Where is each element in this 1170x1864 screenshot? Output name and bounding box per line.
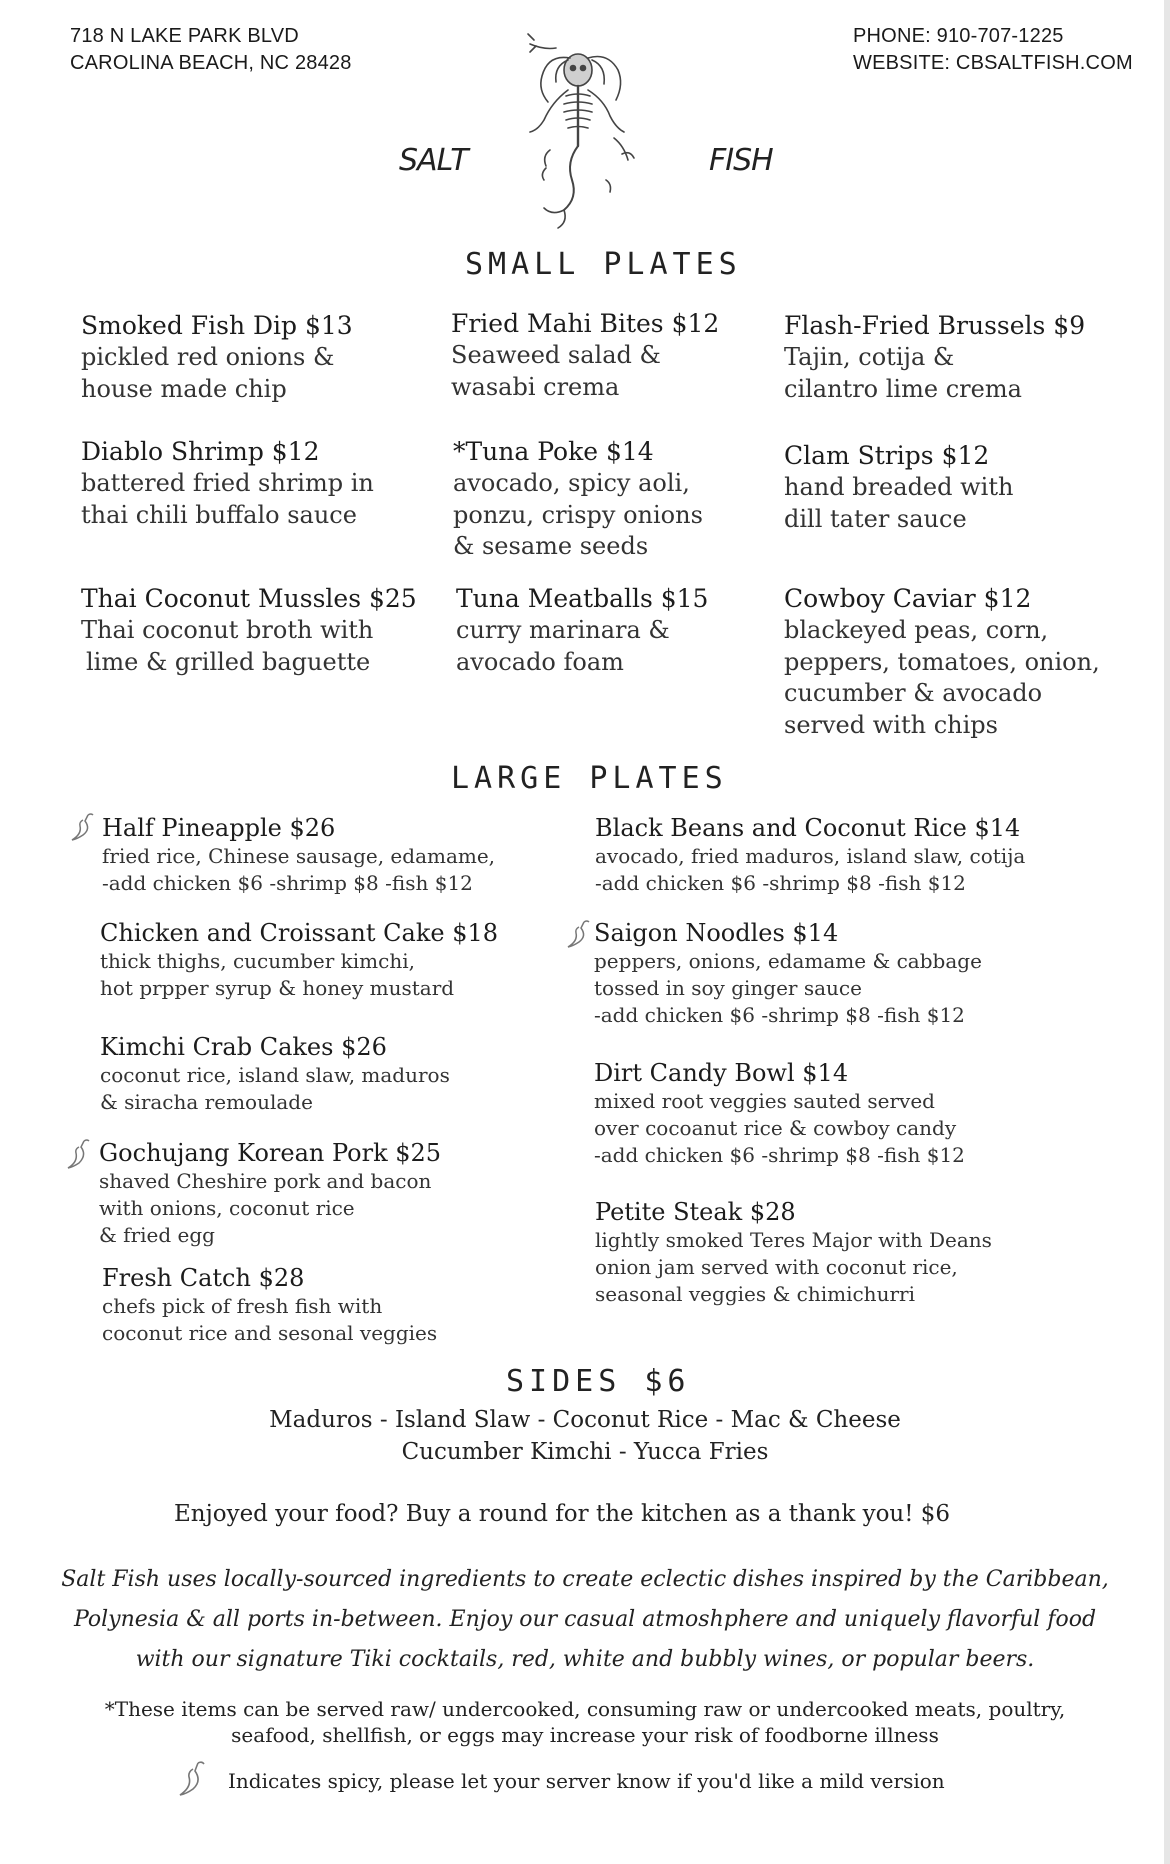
phone: PHONE: 910-707-1225 — [853, 25, 1064, 47]
menu-item — [81, 583, 417, 678]
item-desc: tossed in soy ginger sauce — [594, 976, 862, 1000]
item-desc: Seaweed salad & — [451, 341, 661, 369]
item-name: Fried Mahi Bites $12 — [451, 309, 720, 338]
menu-item — [451, 308, 719, 403]
item-name: Clam Strips $12 — [784, 441, 990, 470]
item-desc: -add chicken $6 -shrimp $8 -fish $12 — [594, 1003, 965, 1027]
item-name: Chicken and Croissant Cake $18 — [100, 919, 499, 947]
about-line-2: Polynesia & all ports in-between. Enjoy our casual atmoshphere and uniquely flavorful food — [73, 1607, 1097, 1632]
menu-item — [784, 310, 1085, 405]
item-desc: -add chicken $6 -shrimp $8 -fish $12 — [595, 871, 966, 895]
sides-title: SIDES $6 — [506, 1364, 691, 1399]
item-desc: lime & grilled baguette — [86, 647, 371, 676]
sides-line-2: Cucumber Kimchi - Yucca Fries — [401, 1439, 769, 1465]
kitchen-thanks: Enjoyed your food? Buy a round for the kitchen as a thank you! $6 — [174, 1501, 951, 1527]
item-name: Thai Coconut Mussles $25 — [81, 584, 417, 613]
item-name: Diablo Shrimp $12 — [81, 437, 320, 466]
item-name: Petite Steak $28 — [595, 1198, 796, 1226]
item-desc: pickled red onions & — [81, 343, 335, 371]
item-name: Flash-Fried Brussels $9 — [784, 311, 1086, 340]
item-name: Saigon Noodles $14 — [594, 919, 839, 947]
small-plates-title: SMALL PLATES — [465, 247, 742, 282]
menu-item — [784, 583, 1100, 741]
item-desc: ponzu, crispy onions — [453, 500, 703, 529]
menu-item — [102, 813, 495, 897]
item-desc: cilantro lime crema — [784, 374, 1022, 403]
item-name: Cowboy Caviar $12 — [784, 584, 1032, 613]
item-desc: coconut rice, island slaw, maduros — [100, 1063, 450, 1087]
menu-item — [784, 440, 1013, 535]
logo-salt: SALT — [399, 143, 468, 178]
item-name: Tuna Meatballs $15 — [456, 584, 709, 613]
item-desc: dill tater sauce — [784, 504, 967, 533]
about-line-1: Salt Fish uses locally-sourced ingredients to create eclectic dishes inspired by the Caribbean, — [61, 1567, 1109, 1592]
menu-item — [456, 583, 708, 678]
item-desc: hand breaded with — [784, 473, 1014, 501]
about-line-3: with our signature Tiki cocktails, red, white and bubbly wines, or popular beers. — [135, 1647, 1035, 1672]
logo-fish: FISH — [709, 143, 773, 178]
address-line-2: CAROLINA BEACH, NC 28428 — [70, 52, 352, 74]
item-desc: coconut rice and sesonal veggies — [102, 1321, 438, 1345]
item-desc: mixed root veggies sauted served — [594, 1089, 935, 1113]
item-desc: hot prpper syrup & honey mustard — [100, 976, 455, 1000]
item-desc: & fried egg — [99, 1223, 215, 1247]
item-desc: curry marinara & — [456, 616, 670, 644]
item-desc: battered fried shrimp in — [81, 469, 374, 497]
disclaimer-line-1: *These items can be served raw/ undercooked, consuming raw or undercooked meats, poultry, — [104, 1697, 1066, 1721]
menu-item — [100, 1032, 450, 1116]
menu-item — [99, 1138, 441, 1249]
item-desc: thai chili buffalo sauce — [81, 500, 357, 529]
item-desc: fried rice, Chinese sausage, edamame, — [102, 844, 496, 868]
item-desc: lightly smoked Teres Major with Deans — [595, 1228, 992, 1252]
item-desc: peppers, onions, edamame & cabbage — [594, 949, 982, 973]
item-desc: shaved Cheshire pork and bacon — [99, 1169, 432, 1193]
item-desc: cucumber & avocado — [784, 679, 1043, 707]
chili-pepper-icon — [70, 812, 96, 842]
item-name: Smoked Fish Dip $13 — [81, 311, 353, 340]
address-line-1: 718 N LAKE PARK BLVD — [70, 25, 299, 47]
chili-pepper-icon — [178, 1760, 208, 1798]
item-desc: house made chip — [81, 374, 287, 403]
item-desc: over cocoanut rice & cowboy candy — [594, 1116, 957, 1140]
item-desc: thick thighs, cucumber kimchi, — [100, 949, 415, 973]
menu-item — [453, 436, 703, 563]
item-desc: avocado, fried maduros, island slaw, cotija — [595, 844, 1026, 868]
item-desc: -add chicken $6 -shrimp $8 -fish $12 — [594, 1143, 965, 1167]
item-name: *Tuna Poke $14 — [453, 437, 654, 466]
item-desc: peppers, tomatoes, onion, — [784, 647, 1100, 676]
menu-item — [594, 1058, 965, 1169]
item-desc: Tajin, cotija & — [784, 343, 955, 371]
sides-line-1: Maduros - Island Slaw - Coconut Rice - Mac & Cheese — [269, 1407, 901, 1433]
item-name: Fresh Catch $28 — [102, 1264, 305, 1292]
menu-item — [81, 310, 353, 405]
item-desc: with onions, coconut rice — [99, 1196, 355, 1220]
disclaimer-line-2: seafood, shellfish, or eggs may increase your risk of foodborne illness — [231, 1723, 939, 1747]
item-desc: onion jam served with coconut rice, — [595, 1255, 958, 1279]
menu-item — [595, 1197, 992, 1308]
item-desc: chefs pick of fresh fish with — [102, 1294, 383, 1318]
item-name: Kimchi Crab Cakes $26 — [100, 1033, 387, 1061]
item-desc: avocado, spicy aoli, — [453, 469, 690, 497]
item-name: Gochujang Korean Pork $25 — [99, 1139, 442, 1167]
item-desc: Thai coconut broth with — [81, 616, 374, 644]
item-name: Black Beans and Coconut Rice $14 — [595, 814, 1021, 842]
chili-pepper-icon — [566, 919, 592, 949]
chili-pepper-icon — [66, 1138, 92, 1170]
menu-item — [594, 918, 982, 1029]
menu-item — [102, 1263, 437, 1347]
item-desc: seasonal veggies & chimichurri — [595, 1282, 915, 1306]
menu-item — [81, 436, 374, 531]
menu-item — [100, 918, 498, 1002]
item-name: Dirt Candy Bowl $14 — [594, 1059, 849, 1087]
skeleton-mermaid-icon — [510, 30, 660, 230]
item-desc: & siracha remoulade — [100, 1090, 313, 1114]
item-desc: blackeyed peas, corn, — [784, 616, 1049, 644]
item-name: Half Pineapple $26 — [102, 814, 336, 842]
website: WEBSITE: CBSALTFISH.COM — [853, 52, 1133, 74]
item-desc: avocado foam — [456, 647, 624, 676]
large-plates-title: LARGE PLATES — [451, 761, 728, 796]
spicy-note: Indicates spicy, please let your server know if you'd like a mild version — [228, 1769, 945, 1793]
item-desc: -add chicken $6 -shrimp $8 -fish $12 — [102, 871, 473, 895]
menu-item — [595, 813, 1025, 897]
item-desc: served with chips — [784, 710, 998, 739]
item-desc: wasabi crema — [451, 372, 620, 401]
item-desc: & sesame seeds — [453, 532, 649, 560]
